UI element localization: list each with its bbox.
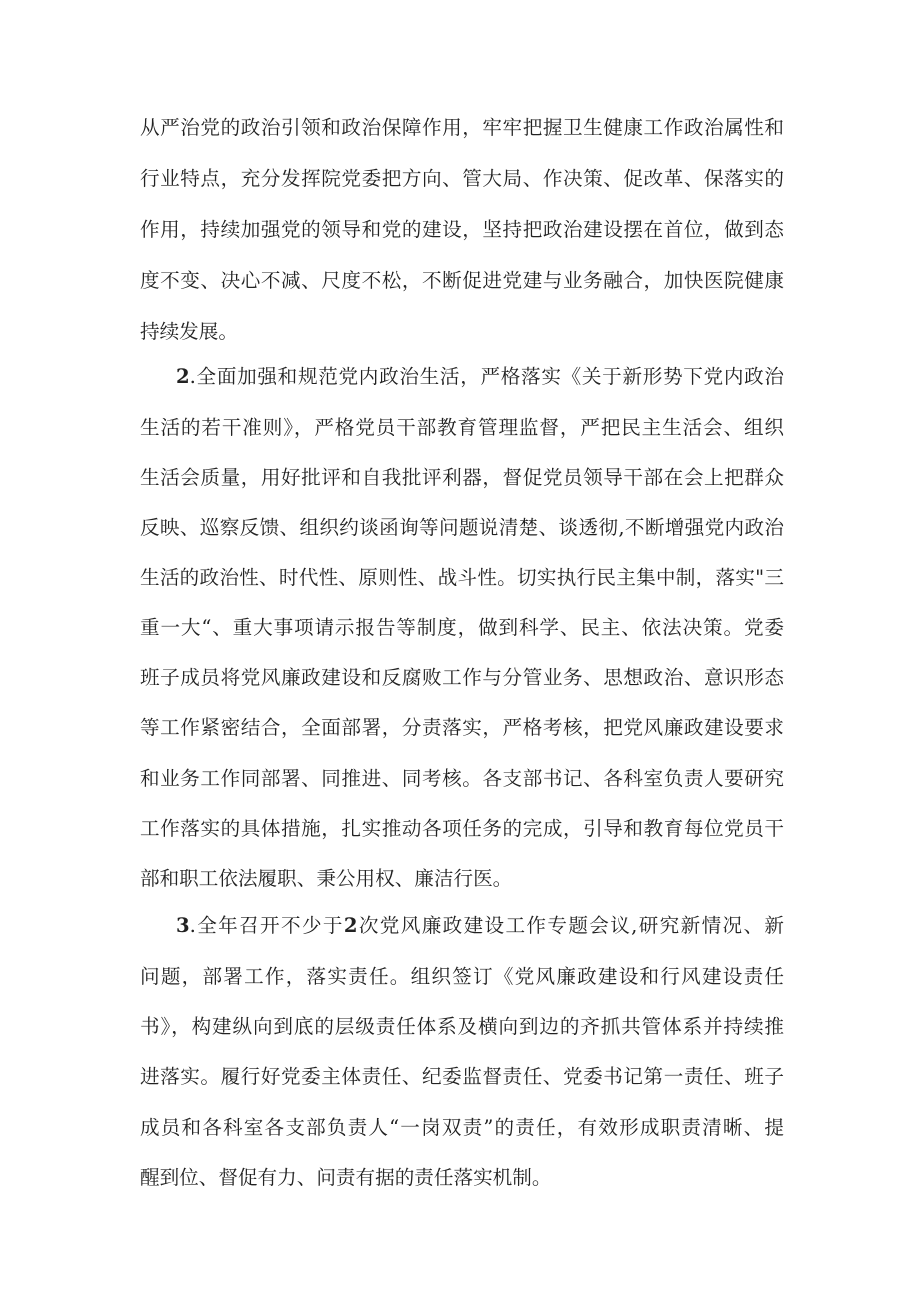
text-line: 书》，构建纵向到底的层级责任体系及横向到边的齐抓共管体系并持续推	[140, 1015, 784, 1038]
paragraph-first-line	[176, 911, 784, 941]
text-line: 进落实。履行好党委主体责任、纪委监督责任、党委书记第一责任、班子	[140, 1065, 784, 1088]
paragraph-first-line	[176, 362, 784, 392]
text-line: 部和职工依法履职、秉公用权、廉洁行医。	[140, 867, 513, 890]
text-line: 行业特点，充分发挥院党委把方向、管大局、作决策、促改革、保落实的	[140, 167, 784, 190]
text-line: 和业务工作同部署、同推进、同考核。各支部书记、各科室负责人要研究	[140, 767, 784, 790]
text-line: 成员和各科室各支部负责人“一岗双责”的责任，有效形成职责清晰、提	[140, 1116, 784, 1139]
text-line: 反映、巡察反馈、组织约谈函询等问题说清楚、谈透彻,不断增强党内政治	[140, 516, 784, 539]
list-number: 2	[176, 365, 190, 388]
text-line: 班子成员将党风廉政建设和反腐败工作与分管业务、思想政治、意识形态	[140, 666, 784, 689]
text-line: 生活的政治性、时代性、原则性、战斗性。切实执行民主集中制，落实"三	[140, 566, 784, 589]
text-line: 作用，持续加强党的领导和党的建设，坚持把政治建设摆在首位，做到态	[140, 218, 784, 241]
text-segment: .全面加强和规范党内政治生活，严格落实《关于新形势下党内政治	[189, 365, 784, 388]
text-line: 等工作紧密结合，全面部署，分责落实，严格考核，把党风廉政建设要求	[140, 716, 784, 739]
text-line: 持续发展。	[140, 320, 238, 343]
text-line: 醒到位、督促有力、问责有据的责任落实机制。	[140, 1166, 552, 1189]
meeting-count: 2	[343, 914, 358, 937]
text-line: 生活的若干准则》，严格党员干部教育管理监督，严把民主生活会、组织	[140, 416, 784, 439]
text-line: 生活会质量，用好批评和自我批评利器，督促党员领导干部在会上把群众	[140, 466, 784, 489]
text-line: 问题，部署工作，落实责任。组织签订《党风廉政建设和行风建设责任	[140, 965, 784, 988]
text-segment: .全年召开不少于	[189, 914, 344, 937]
text-line: 度不变、决心不减、尺度不松，不断促进党建与业务融合，加快医院健康	[140, 269, 784, 292]
text-line: 重一大“、重大事项请示报告等制度，做到科学、民主、依法决策。党委	[140, 616, 784, 639]
text-segment: 次党风廉政建设工作专题会议,研究新情况、新	[357, 914, 784, 937]
text-line: 从严治党的政治引领和政治保障作用，牢牢把握卫生健康工作政治属性和	[140, 116, 784, 139]
text-line: 工作落实的具体措施，扎实推动各项任务的完成，引导和教育每位党员干	[140, 817, 784, 840]
list-number: 3	[176, 914, 190, 937]
